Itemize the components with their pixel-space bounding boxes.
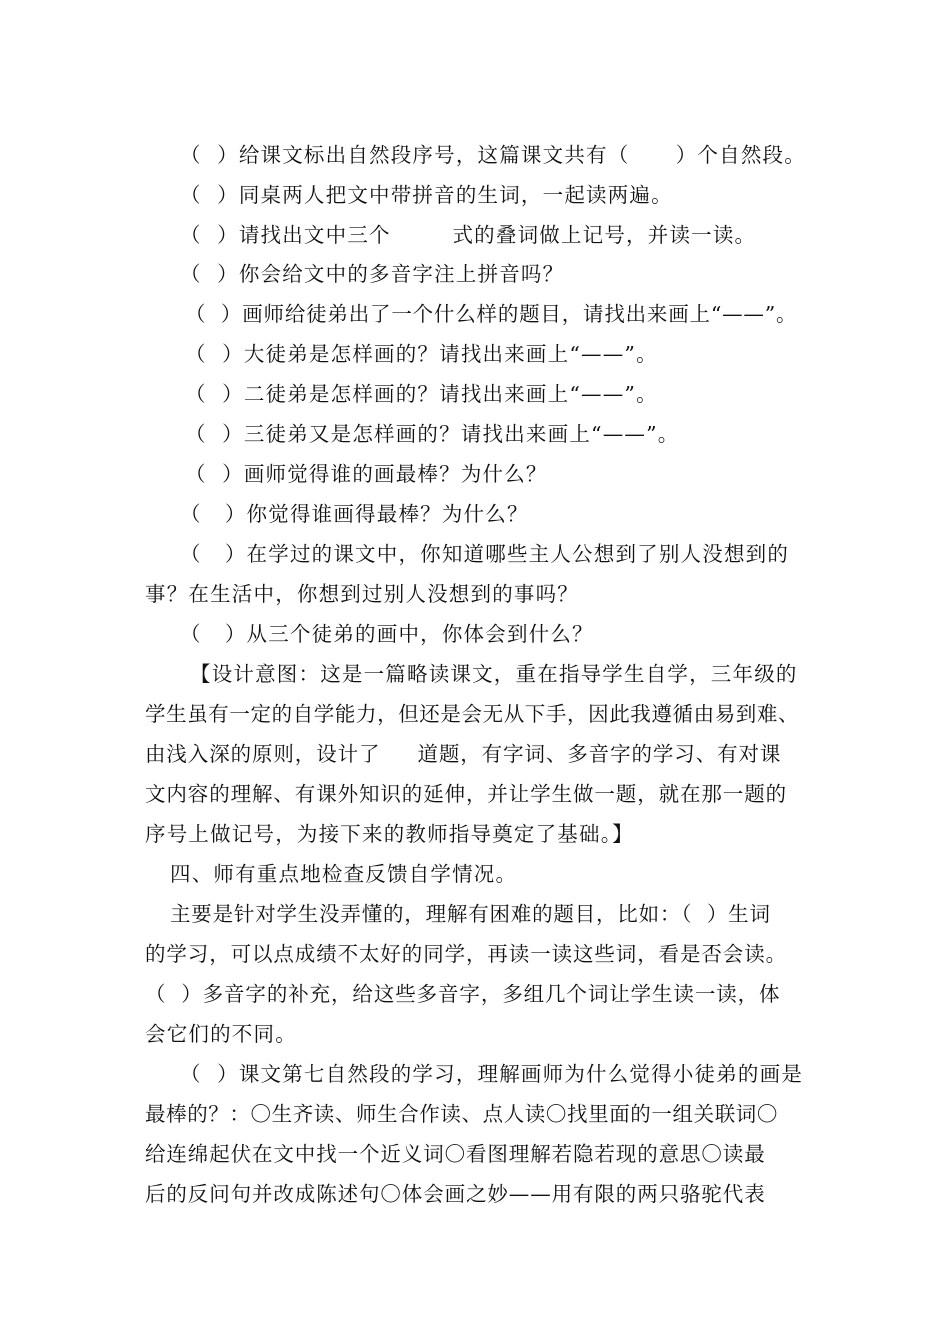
question-line-10: （ ）你觉得谁画得最棒？为什么？ <box>180 502 529 526</box>
question-line-4: （ ）你会给文中的多音字注上拼音吗？ <box>180 262 565 286</box>
body-line-8: 后的反问句并改成陈述句〇体会画之妙——用有限的两只骆驼代表 <box>145 1182 766 1206</box>
question-line-11-cont: 事？在生活中，你想到过别人没想到的事吗？ <box>145 582 579 606</box>
question-line-11: （ ）在学过的课文中，你知道哪些主人公想到了别人没想到的 <box>180 542 790 566</box>
body-line-7: 给连绵起伏在文中找一个近义词〇看图理解若隐若现的意思〇读最 <box>145 1142 766 1166</box>
question-line-3: （ ）请找出文中三个 式的叠词做上记号，并读一读。 <box>180 223 757 247</box>
body-line-6: 最棒的？：〇生齐读、师生合作读、点人读〇找里面的一组关联词〇 <box>145 1102 778 1126</box>
body-line-2: 的学习，可以点成绩不太好的同学，再读一读这些词，看是否会读。 <box>145 942 787 966</box>
body-line-5: （ ）课文第七自然段的学习，理解画师为什么觉得小徒弟的画是 <box>180 1062 804 1086</box>
design-intent-line-4: 文内容的理解、有课外知识的延伸，并让学生做一题，就在那一题的 <box>145 782 787 806</box>
design-intent-line-1: 【设计意图：这是一篇略读课文，重在指导学生自学，三年级的 <box>190 662 798 686</box>
body-line-4: 会它们的不同。 <box>145 1022 297 1046</box>
question-line-12: （ ）从三个徒弟的画中，你体会到什么？ <box>180 622 594 646</box>
question-line-7: （ ）二徒弟是怎样画的？请找出来画上“——”。 <box>185 382 658 406</box>
question-line-9: （ ）画师觉得谁的画最棒？为什么？ <box>185 462 548 486</box>
question-line-6: （ ）大徒弟是怎样画的？请找出来画上“——”。 <box>185 342 658 366</box>
body-line-3: （ ）多音字的补充，给这些多音字，多组几个词让学生读一读，体 <box>145 982 781 1006</box>
body-line-1: 主要是针对学生没弄懂的，理解有困难的题目，比如：（ ）生词 <box>170 902 771 926</box>
question-line-2: （ ）同桌两人把文中带拼音的生词，一起读两遍。 <box>180 183 673 207</box>
section-heading: 四、师有重点地检查反馈自学情况。 <box>170 862 518 886</box>
design-intent-line-5: 序号上做记号，为接下来的教师指导奠定了基础。】 <box>145 822 634 846</box>
design-intent-line-3: 由浅入深的原则，设计了 道题，有字词、多音字的学习、有对课 <box>145 742 782 766</box>
question-line-8: （ ）三徒弟又是怎样画的？请找出来画上“——”。 <box>185 422 680 446</box>
design-intent-line-2: 学生虽有一定的自学能力，但还是会无从下手，因此我遵循由易到难、 <box>145 702 800 726</box>
question-line-1: （ ）给课文标出自然段序号，这篇课文共有（ ）个自然段。 <box>180 143 806 167</box>
question-line-5: （ ）画师给徒弟出了一个什么样的题目，请找出来画上“——”。 <box>185 302 798 326</box>
